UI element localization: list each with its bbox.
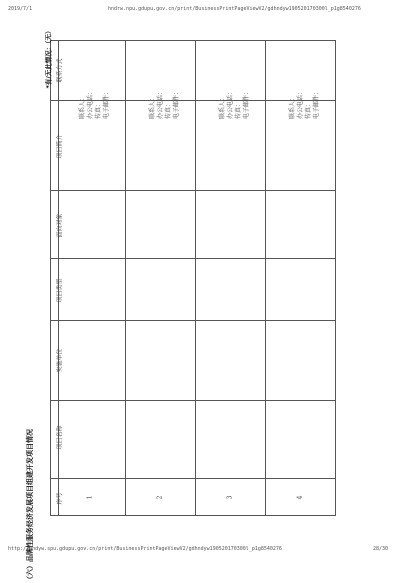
col-header-no: 序号: [56, 492, 64, 505]
row-2-contact-person: 联系人：: [149, 94, 156, 119]
col-header-contact: 联系方式: [56, 58, 64, 83]
status-note: *有/无此情况：（无）: [44, 27, 53, 89]
row-2-no: 2: [156, 495, 164, 500]
row-3-contact: [219, 55, 250, 119]
row-4-contact-person: 联系人：: [289, 94, 296, 119]
header-url: hndrw.npu.gdupu.gov.cn/print/BusinessPrintPageViewV2/gdhndyw190520170300l_p1g8540276: [108, 6, 361, 12]
row-2-contact: [149, 55, 180, 119]
col-header-project-name: 项目名称: [56, 425, 64, 450]
row-4-contact-fax: 传真：: [305, 100, 312, 119]
row-3-contact-person: 联系人：: [219, 94, 226, 119]
row-4-contact-email: 电子邮件：: [313, 88, 320, 119]
row-2-contact-phone: 办公电话：: [157, 88, 164, 119]
col-header-intro: 项目简介: [56, 134, 64, 159]
print-date: 2019/7/1: [8, 6, 33, 12]
row-1-contact-person: 联系人：: [79, 94, 86, 119]
row-3-contact-phone: 办公电话：: [227, 88, 234, 119]
col-header-project-type: 项目类型: [56, 278, 64, 303]
row-3-contact-fax: 传真：: [235, 100, 242, 119]
row-1-contact: [79, 55, 110, 119]
row-1-contact-phone: 办公电话：: [87, 88, 94, 119]
row-4-contact: [289, 55, 320, 119]
section-title: （六）品牌性服务经济发展项目组建开发项目情况: [26, 429, 34, 583]
row-3-no: 3: [226, 495, 234, 500]
row-4-contact-phone: 办公电话：: [297, 88, 304, 119]
col-header-target: 面向对象: [56, 213, 64, 238]
row-4-no: 4: [296, 495, 304, 500]
footer-url: http://hndyw.spu.gdupu.gov.cn/print/BusinessPrintPageViewV2/gdhndyw190520170300l_p1g8540276: [8, 546, 282, 552]
row-1-contact-email: 电子邮件：: [103, 88, 110, 119]
row-2-contact-fax: 传真：: [165, 100, 172, 119]
page-number: 28/30: [373, 546, 389, 552]
col-header-implementer: 实施单位: [56, 348, 64, 373]
row-3-contact-email: 电子邮件：: [243, 88, 250, 119]
row-1-no: 1: [86, 495, 94, 500]
row-2-contact-email: 电子邮件：: [173, 88, 180, 119]
row-1-contact-fax: 传真：: [95, 100, 102, 119]
